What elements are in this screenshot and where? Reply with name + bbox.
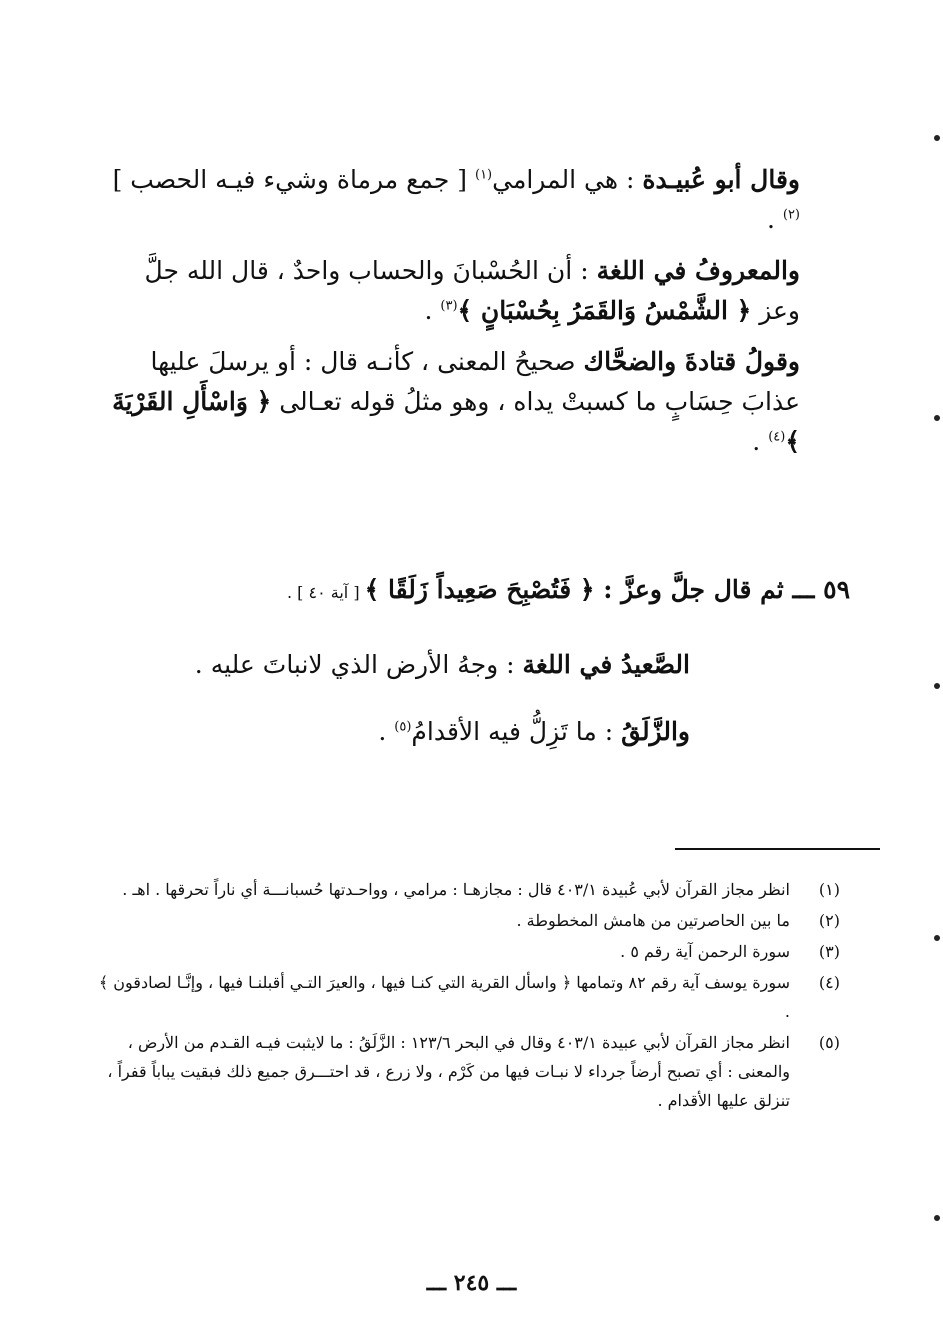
margin-mark [934,683,940,689]
margin-mark [934,415,940,421]
footnote-2 [90,906,840,935]
footnote-text: انظر مجاز القرآن لأبي عُبيدة ٤٠٣/١ قال : مجازهـا : مرامي ، وواحـدتها حُسبانـــة أي ناراً تحرقها . اهـ . [122,880,790,899]
footnote-ref-3[interactable]: (٣) [440,298,458,314]
footnote-text: سورة يوسف آية رقم ٨٢ وتمامها ﴿ واسأل القرية التي كنـا فيها ، والعيرَ التـي أقبلنـا فيها ، وإنَّـا لصادقون ﴾ . [98,973,790,1021]
term-saeed: الصَّعيدُ في اللغة [522,650,690,679]
main-text [100,160,800,473]
margin-mark [934,1215,940,1221]
paragraph-1: وقال أبو عُبيـدة : هي المرامي$^{(١)}$ [ جمع مرماة وشيء فيـه الحصب ]$^{(٢)}$ . [112,165,800,234]
footnote-number: (٤) [818,973,840,992]
footnote-4 [90,968,840,1026]
footnote-text: انظر مجاز القرآن لأبي عبيدة ٤٠٣/١ وقال في البحر ١٢٣/٦ : الزَّلَقُ : ما لايثبت فيـه القـدم من الأرض ، والمعنى : أي تصبح أرضاً جرداء لا نبـات فيها من كَرْم ، ولا زرع ، قد احتـــرق جميع ذلك فبقيت يباباً قفراً ، تنزلق عليها الأقدام . [107,1033,790,1110]
paragraph-5: والزَّلَقُ : ما تَزِلُّ فيه الأقدامُ$^{(٥)}$ . [378,717,690,746]
footnote-divider [675,848,880,850]
footnote-ref-2[interactable]: (٢) [782,207,800,223]
footnote-number: (٣) [818,942,840,961]
verse-heading: ٥٩ ـــ ثم قال جلَّ وعزَّ : ﴿ فَتُصْبِحَ صَعِيداً زَلَقًا ﴾ [ آية ٤٠ ] . [287,575,850,604]
footnote-1 [90,875,840,904]
footnote-3 [90,937,840,966]
footnote-number: (٥) [818,1033,840,1052]
footnote-number: (١) [818,880,840,899]
quran-quote: ﴿ وَاسْأَلِ القَرْيَةَ ﴾ [112,387,800,456]
footnote-ref-1[interactable]: (١) [474,167,493,183]
term-abu-ubaida: وقال أبو عُبيـدة [642,165,800,194]
verse-reference: [ آية ٤٠ ] . [287,583,365,602]
footnote-5 [90,1028,840,1115]
paragraph-4: الصَّعيدُ في اللغة : وجهُ الأرض الذي لانباتَ عليه . [194,650,690,679]
quran-quote: ﴿ فَتُصْبِحَ صَعِيداً زَلَقًا ﴾ [364,575,595,604]
paragraph-3: وقولُ قتادةَ والضحَّاك صحيحُ المعنى ، كأنـه قال : أو يرسلَ عليها عذابَ حِسَابٍ ما كسبتْ يداه ، وهو مثلُ قوله تعـالى ﴿ وَاسْأَلِ القَرْيَةَ ﴾$^{(٤)}$ . [112,347,800,456]
term-maruf: والمعروفُ في اللغة [596,256,800,285]
term-zalaq: والزَّلَقُ [621,717,690,746]
quran-quote: ﴿ الشَّمْسُ وَالقَمَرُ بِحُسْبَانٍ ﴾ [457,296,752,325]
footnote-text: ما بين الحاصرتين من هامش المخطوطة . [516,911,790,930]
margin-mark [934,935,940,941]
footnote-ref-4[interactable]: (٤) [768,429,786,445]
paragraph-2: والمعروفُ في اللغة : أن الحُسْبانَ والحساب واحدٌ ، قال الله جلَّ وعز ﴿ الشَّمْسُ وَالقَمَرُ بِحُسْبَانٍ ﴾$^{(٣)}$ . [144,256,800,325]
footnote-text: سورة الرحمن آية رقم ٥ . [620,942,790,961]
page-number: ـــ ٢٤٥ ـــ [426,1270,517,1296]
verse-number: ٥٩ ـــ [792,575,850,604]
term-qatada: وقولُ قتادةَ والضحَّاك [583,347,800,376]
footnote-ref-5[interactable]: (٥) [394,719,412,735]
footnote-number: (٢) [818,911,840,930]
footnotes [90,875,840,1117]
margin-mark [934,135,940,141]
